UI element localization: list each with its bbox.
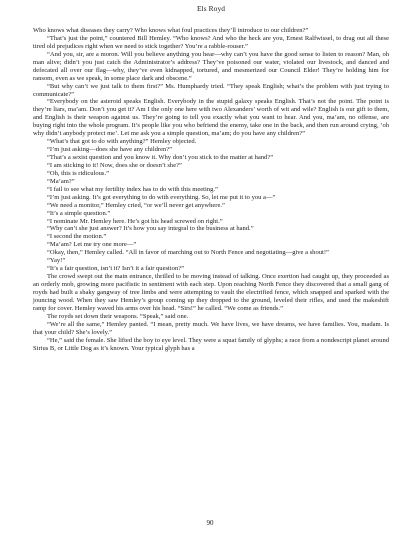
paragraph: “That’s a sexist question and you know it. Why don’t you stick to the matter at hand?” [47,154,274,161]
paragraph: The crowd swept out the main entrance, thrilled to be moving instead of talking. Once exertion had caught up, they proceeded as an orderly mob, growing more pacifistic in sentiment with each step. Upon reaching North Fence they discovered that a small gang of royds had built a shaky gangway of tree limbs and were attempting to vault the electrified fence, which snapped and sparked with the jouncing wood. When they saw Hemley’s group coming up they dropped to the ground, leveled their rifles, and used the makeshift ramp for cover. Hemley waved his arms over his head. “Sirs!” he called. “We come as friends.” [33,273,389,312]
paragraph: “It’s a simple question.” [47,209,111,217]
paragraph: “He,” said the female. She lifted the boy to eye level. They were a squat family of glyphs; a race from a nondescript planet around Sirius B, or Little Dog as it’s known. Your typical glyph has a [33,336,389,352]
paragraph: “Ma’am?” [47,177,75,185]
body-text [33,27,389,352]
paragraph: “Yay!” [47,257,66,265]
paragraph: “What’s that got to do with anything?” Hemley objected. [47,138,197,146]
paragraph: “Ma’am? Let me try one more—” [47,241,137,249]
paragraph: “It’s a fair question, isn’t it? Isn’t it a fair question?” [47,265,185,273]
paragraph: “We need a monitor,” Hemley cried, “or we’ll never get anywhere.” [47,201,225,209]
paragraph: “I’m just asking. It’s got everything to do with everything. So, let me put it to you a—” [47,193,276,201]
paragraph: “Everybody on the asteroid speaks English. Everybody in the stupid galaxy speaks English. That’s not the point. The point is they’re liars, ma’am. Don’t you get it? Am I the only one here with two Alexanders’ worth of wit and wile? English is our gift to them, and English is their weapon against us. They’re going to tell you exactly what you want to hear. And you, ma’am, no offense, are buying right into the whole program. It’s people like you who befriend the enemy, take one in the back, and then run around crying, ‘oh why didn’t anybody protect me’. Let me ask you a simple question, ma’am; do you have any children?” [33,98,389,138]
paragraph: “That’s just the point,” countered Bill Hemley. “Who knows? And who the heck are you, Ernest Ralfwissel, to drag out all these tired old prejudices right when we need to stick together? You’re a rabble-rouser.” [33,34,389,50]
page-number: 90 [206,519,214,527]
paragraph: “I fail to see what my fertility index has to do with this meeting.” [47,185,218,193]
paragraph: “Oh, this is ridiculous.” [47,169,110,177]
paragraph: “I am sticking to it! Now, does she or doesn’t she?” [47,161,182,169]
paragraph: Who knows what diseases they carry? Who knows what foul practices they’ll introduce to our children?” [33,27,309,34]
paragraph: “And you, sir, are a moron. Will you believe anything you hear—why can’t you have the good sense to listen to reason? Man, oh man alive; didn’t you just catch the Administrator’s address? They’ve poisoned our water, violated our livestock, and danced and defecated all over our flag—why, they’ve even kidnapped, tortured, and mesmerized our Council Elder! They’re holding him for ransom, even as we speak, in some place dark and obscene.” [33,50,389,82]
paragraph: “Why can’t she just answer? It’s how you say integral to the business at hand.” [47,225,254,233]
paragraph: “I nominate Mr. Hemley here. He’s got his head screwed on right.” [47,217,223,225]
paragraph: “I second the motion.” [47,233,107,241]
paragraph: “Okay, then,” Hemley called. “All in favor of marching out to North Fence and negotiating—give a shout!” [47,249,329,257]
paragraph: “We’re all the same,” Hemley panted. “I mean, pretty much. We have lives, we have dreams, we have families. You, madam. Is that your child? She’s lovely.” [33,320,389,336]
paragraph: “But why can’t we just talk to them first?” Ms. Humphardy tried. “They speak English; what’s the problem with just trying to communicate?” [33,82,389,98]
paragraph: The royds set down their weapons. “Speak,” said one. [47,312,189,320]
paragraph: “I’m just asking—does she have any children?” [47,146,173,154]
running-head: Els Royd [196,4,226,13]
